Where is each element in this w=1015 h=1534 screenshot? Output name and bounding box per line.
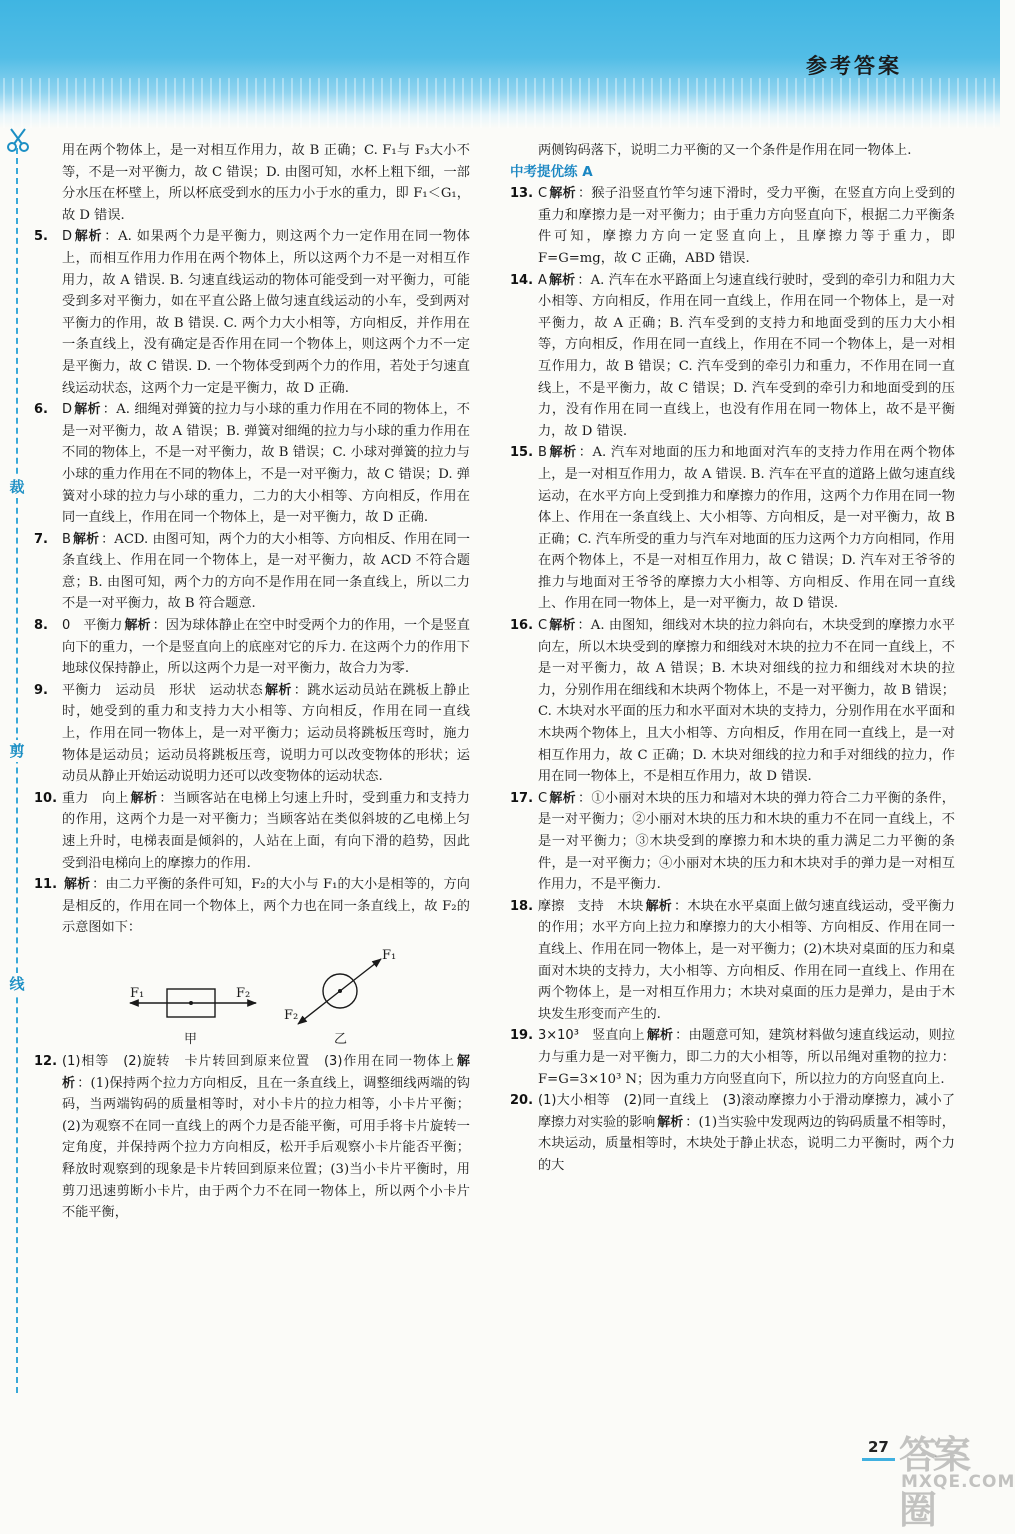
analysis-label: 解析 <box>62 1053 470 1091</box>
item-explanation: ：A. 汽车在水平路面上匀速直线行驶时，受到的牵引力和阻力大小相等、方向相反，作用在同一直线上，作用在同一个物体上，是一对平衡力，故 A 正确；B. 汽车受到的支持力和地面受到的压力大小相等，方向相反，作用在同一直线上，作用在不同一个物体上，是一对相互作用力，故 B 错误；C. 汽车受到的牵引力和重力，不作用在同一直线上，不是平衡力，故 C 错误；D. 汽车受到的牵引力和地面受到的压力，没有作用在同一直线上，也没有作用在同一物体上，故不是平衡力，故 D 错误. <box>538 272 955 439</box>
figure-caption-b: 乙 <box>334 1031 348 1047</box>
analysis-label: 解析 <box>264 682 292 698</box>
item-answer: 平衡力 运动员 形状 运动状态 <box>62 682 263 698</box>
item-answer: C <box>538 186 548 202</box>
item-number: 16. <box>510 618 534 634</box>
answer-item-6 <box>34 399 470 529</box>
page-title: 参考答案 <box>806 54 902 78</box>
item-number: 12. <box>34 1053 58 1069</box>
item-number: 18. <box>510 898 534 914</box>
answer-item-17 <box>510 788 955 896</box>
analysis-label: 解析 <box>74 402 101 418</box>
item-answer: 摩擦 支持 木块 <box>538 898 644 914</box>
right-column <box>510 140 955 1177</box>
answer-continuation: 两侧钩码落下，说明二力平衡的又一个条件是作用在同一物体上. <box>538 143 912 158</box>
answer-item-5 <box>34 226 470 399</box>
item-answer: D <box>62 402 73 418</box>
analysis-label: 解析 <box>645 898 673 914</box>
analysis-label: 解析 <box>657 1114 684 1130</box>
answer-item-13 <box>510 183 955 269</box>
analysis-label: 解析 <box>124 618 151 634</box>
force-label-f2: F₂ <box>236 985 251 1001</box>
item-number: 8. <box>34 618 48 634</box>
item-answer: (1)相等 (2)旋转 卡片转回到原来位置 (3)作用在同一物体上 <box>62 1053 455 1069</box>
item-explanation: ：由题意可知，建筑材料做匀速直线运动，则拉力与重力是一对平衡力，即二力的大小相等，所以吊绳对重物的拉力：F=G=3×10³ N；因为重力方向竖直向下，所以拉力的方向竖直向上. <box>538 1028 955 1087</box>
analysis-label: 解析 <box>549 186 576 202</box>
figure-b <box>298 959 381 1024</box>
item-explanation: ：A. 细绳对弹簧的拉力与小球的重力作用在不同的物体上，不是一对平衡力，故 A 错误；B. 弹簧对细绳的拉力与小球的重力作用在不同的物体上，不是一对平衡力，故 B 错误；C. 小球对弹簧的拉力与小球的重力作用在不同的物体上，不是一对平衡力，故 C 错误；D. 弹簧对小球的拉力与小球的重力，二力的大小相等、方向相反，作用在同一直线上，作用在同一个物体上，是一对平衡力，故 D 正确. <box>62 402 470 526</box>
answer-item-10 <box>34 788 470 874</box>
answer-item-11 <box>34 874 470 939</box>
analysis-label: 解析 <box>548 272 576 288</box>
item-explanation: ：ACD. 由图可知，两个力的大小相等、方向相反、作用在同一条直线上、作用在同一个物体上，是一对平衡力，故 ACD 不符合题意；B. 由图可知，两个力的方向不是作用在同一条直线上，所以二力不是一对平衡力，故 B 符合题意. <box>62 531 470 612</box>
analysis-label: 解析 <box>646 1028 674 1044</box>
item-answer: C <box>538 618 548 634</box>
answer-item-8 <box>34 615 470 680</box>
item-explanation: ：跳水运动员站在跳板上静止时，她受到的重力和支持力大小相等、方向相反，作用在同一直线上，作用在同一物体上，是一对平衡力；运动员将跳板压弯时，施力物体是运动员；运动员将跳板压弯，说明力可以改变物体的形状；运动员从静止开始运动说明力还可以改变物体的运动状态. <box>62 682 470 785</box>
answer-item-9 <box>34 680 470 788</box>
item-explanation: ：当顾客站在电梯上匀速上升时，受到重力和支持力的作用，这两个力是一对平衡力；当顾客站在类似斜坡的乙电梯上匀速上升时，电梯表面是倾斜的，人站在上面，有向下滑的趋势，因此受到沿电梯向上的摩擦力的作用. <box>62 790 470 871</box>
answer-item-12 <box>34 1051 470 1224</box>
answer-item-15 <box>510 442 955 615</box>
cut-dashed-line <box>16 148 18 1393</box>
analysis-label: 解析 <box>64 877 91 893</box>
watermark-url: MXQE.COM <box>901 1472 1015 1492</box>
force-label-f1: F₁ <box>130 985 145 1001</box>
analysis-label: 解析 <box>72 531 100 547</box>
item-answer: 3×10³ 竖直向上 <box>538 1028 645 1044</box>
answer-item-18 <box>510 896 955 1026</box>
item-answer: 0 平衡力 <box>62 618 123 634</box>
analysis-label: 解析 <box>548 445 577 461</box>
item-explanation: ：(1)保持两个拉力方向相反，且在一条直线上，调整细线两端的钩码，当两端钩码的质量相等时，对小卡片的拉力相等，小卡片平衡；(2)为观察不在同一直线上的两个力是否能平衡，可用手将卡片旋转一定角度，并保持两个拉力方向相反，松开手后观察小卡片能否平衡；释放时观察到的现象是卡片转回到原来位置；(3)当小卡片平衡时，用剪刀迅速剪断小卡片，由于两个力不在同一物体上，所以两个小卡片不能平衡， <box>62 1075 470 1221</box>
force-diagram <box>34 939 470 1051</box>
page-number: 27 <box>862 1438 895 1461</box>
item-number: 10. <box>34 790 58 806</box>
item-number: 6. <box>34 402 48 418</box>
item-number: 15. <box>510 445 534 461</box>
figure-caption-a: 甲 <box>184 1031 198 1047</box>
item-answer: B <box>538 445 547 461</box>
section-title: 中考提优练 A <box>510 163 593 180</box>
item-explanation: ：A. 汽车对地面的压力和地面对汽车的支持力作用在两个物体上，是一对相互作用力，故 A 错误. B. 汽车在平直的道路上做匀速直线运动，在水平方向上受到推力和摩擦力的作用，这两个力作用在同一物体上、作用在一条直线上、大小相等、方向相反，是一对平衡力，故 B 正确；C. 汽车所受的重力与汽车对地面的压力这两个力方向相同，作用在两个物体上，不是一对相互作用力，故 C 错误；D. 汽车对王爷爷的推力与地面对王爷爷的摩擦力大小相等、方向相反、作用在同一直线上、作用在同一物体上，是一对平衡力，故 D 错误. <box>538 445 955 612</box>
analysis-label: 解析 <box>74 229 103 245</box>
item-number: 17. <box>510 790 534 806</box>
item-answer: D <box>62 229 73 245</box>
force-label-f2: F₂ <box>284 1007 299 1023</box>
answer-continuation: 用在两个物体上，是一对相互作用力，故 B 正确；C. F₁与 F₃大小不等，不是一对平衡力，故 C 错误；D. 由图可知，水杯上粗下细，一部分水压在杯壁上，所以杯底受到水的压力小于水的重力，即 F₁＜G₁，故 D 错误. <box>62 143 470 223</box>
item-explanation: ：猴子沿竖直竹竿匀速下滑时，受力平衡，在竖直方向上受到的重力和摩擦力是一对平衡力；由于重力方向竖直向下，根据二力平衡条件可知，摩擦力方向一定竖直向上，且摩擦力等于重力，即 F=G=mg，故 C 正确，ABD 错误. <box>538 186 955 266</box>
item-explanation: ：A. 由图知，细线对木块的拉力斜向右，木块受到的摩擦力水平向左，所以木块受到的摩擦力和细线对木块的拉力不在同一直线上，不是一对平衡力，故 A 错误；B. 木块对细线的拉力和细线对木块的拉力，分别作用在细线和木块两个物体上，不是一对平衡力，故 B 错误；C. 木块对水平面的压力和水平面对木块的支持力，分别作用在水平面和木块两个物体上，且大小相等、方向相反，作用在同一直线上，是一对相互作用力，故 C 正确；D. 木块对细线的拉力和手对细线的拉力，作用在同一物体上，不是相互作用力，故 D 错误. <box>538 618 955 785</box>
item-answer: 重力 向上 <box>62 790 129 806</box>
item-explanation: ：①小丽对木块的压力和墙对木块的弹力符合二力平衡的条件，是一对平衡力；②小丽对木块的压力和木块的重力不在同一直线上，不是一对平衡力；③木块受到的摩擦力和木块的重力满足二力平衡的条件，是一对平衡力；④小丽对木块的压力和木块对手的弹力是一对相互作用力，不是平衡力. <box>538 790 955 893</box>
item-number: 20. <box>510 1093 534 1109</box>
item-number: 7. <box>34 531 48 547</box>
cut-mark-1: 裁 <box>7 476 27 498</box>
item-number: 11. <box>34 877 58 893</box>
force-diagram-svg <box>34 939 470 1051</box>
analysis-label: 解析 <box>130 790 158 806</box>
item-answer: (1)大小相等 (2)同一直线上 (3)滚动摩擦力小于滑动摩擦力，减小了摩擦力对实验的影响 <box>538 1093 955 1130</box>
cut-mark-3: 线 <box>7 973 27 995</box>
item-number: 19. <box>510 1028 534 1044</box>
item-number: 14. <box>510 272 534 288</box>
watermark-text: 答案圈 <box>899 1433 968 1532</box>
answer-item-20 <box>510 1090 955 1176</box>
answer-item-14 <box>510 270 955 443</box>
item-explanation: ：由二力平衡的条件可知，F₂的大小与 F₁的大小是相等的，方向是相反的，作用在同一个物体上，两个力也在同一条直线上，故 F₂的示意图如下： <box>62 877 470 936</box>
left-column <box>34 140 470 1224</box>
item-explanation: ：(1)当实验中发现两边的钩码质量不相等时，木块运动，质量相等时，木块处于静止状态，说明二力平衡时，两个力的大 <box>538 1114 955 1173</box>
analysis-label: 解析 <box>549 618 576 634</box>
item-explanation: ：A. 如果两个力是平衡力，则这两个力一定作用在同一物体上，而相互作用力作用在两个物体上，所以这两个力不是一对相互作用力，故 A 错误. B. 匀速直线运动的物体可能受到一对平衡力，可能受到多对平衡力，如在平直公路上做匀速直线运动的小车，受到两对平衡力的作用，故 B 错误. C. 两个力大小相等，方向相反，并作用在一条直线上，没有确定是否作用在同一个物体上，则这两个力不一定是平衡力，故 C 错误. D. 一个物体受到两个力的作用，若处于匀速直线运动状态，这两个力一定是平衡力，故 D 正确. <box>62 229 470 396</box>
watermark-logo <box>895 1422 1015 1532</box>
answer-item-19 <box>510 1025 955 1090</box>
cut-mark-2: 剪 <box>7 740 27 762</box>
answer-item-7 <box>34 529 470 615</box>
item-number: 9. <box>34 682 48 698</box>
item-number: 13. <box>510 186 534 202</box>
item-explanation: ：木块在水平桌面上做匀速直线运动，受平衡力的作用；水平方向上拉力和摩擦力的大小相等、方向相反、作用在同一直线上、作用在同一物体上，是一对平衡力；(2)木块对桌面的压力和桌面对木块的支持力，大小相等、方向相反、作用在同一直线上、作用在两个物体上，是一对相互作用力；木块对桌面的压力是弹力，是由于木块发生形变而产生的. <box>538 898 955 1022</box>
item-answer: B <box>62 531 71 547</box>
answer-item-16 <box>510 615 955 788</box>
item-answer: A <box>538 272 547 288</box>
analysis-label: 解析 <box>549 790 576 806</box>
force-label-f1: F₁ <box>382 947 397 963</box>
item-number: 5. <box>34 229 48 245</box>
item-explanation: ：因为球体静止在空中时受两个力的作用，一个是竖直向下的重力，一个是竖直向上的底座对它的斥力. 在这两个力的作用下地球仪保持静止，所以这两个力是一对平衡力，故合力为零. <box>62 618 470 677</box>
scissors-icon <box>5 127 31 153</box>
item-answer: C <box>538 790 548 806</box>
